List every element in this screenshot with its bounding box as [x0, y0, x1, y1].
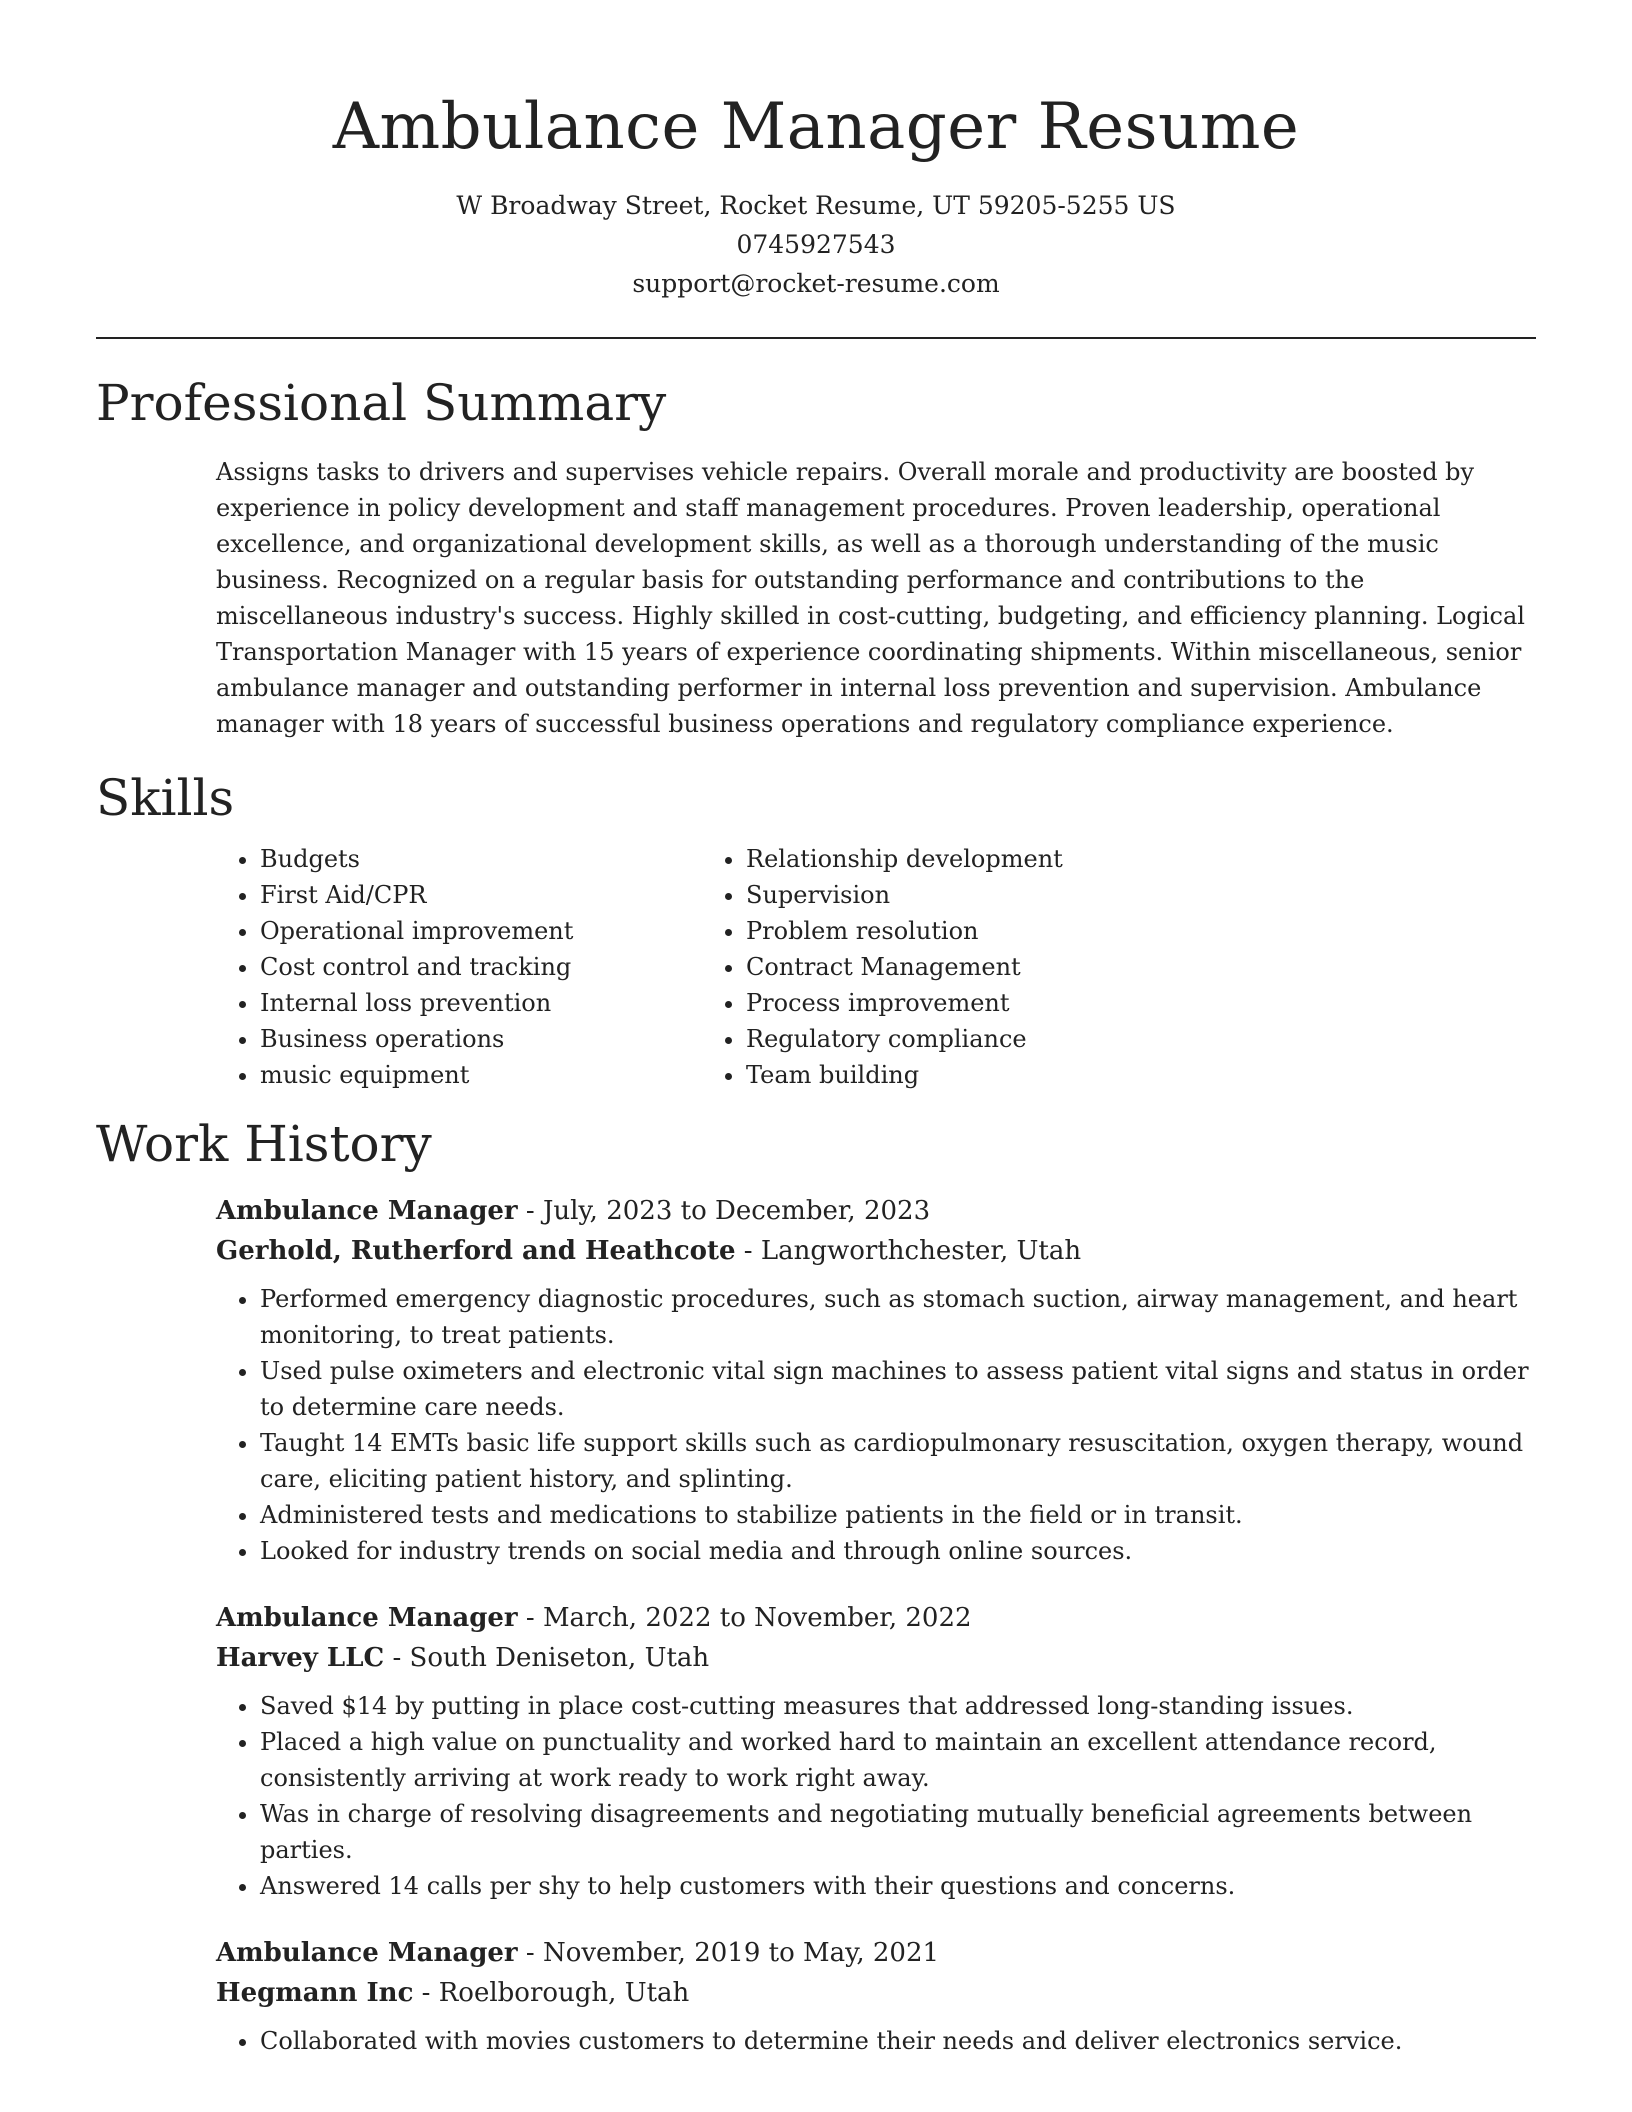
skill-item: • Problem resolution — [746, 913, 1232, 949]
skills-list-left — [96, 841, 746, 1093]
job-bullet: • Collaborated with movies customers to determine their needs and deliver electronics service. — [260, 2023, 1536, 2059]
job-company: Gerhold, Rutherford and Heathcote — [216, 1236, 736, 1266]
skill-item: • Operational improvement — [260, 913, 746, 949]
job-company: Harvey LLC — [216, 1643, 385, 1673]
job-dates: - November, 2019 to May, 2021 — [517, 1938, 940, 1968]
job-company-line — [216, 1638, 1536, 1678]
job-bullet: • Answered 14 calls per shy to help customers with their questions and concerns. — [260, 1868, 1536, 1904]
header-divider — [96, 337, 1536, 339]
skill-item: • Internal loss prevention — [260, 985, 746, 1021]
skill-item: • Budgets — [260, 841, 746, 877]
summary-text: Assigns tasks to drivers and supervises vehicle repairs. Overall morale and productivity are boosted by experience in policy development and staff management procedures. Proven leadership, operational excellence, and organizational development skills, as well as a thorough understanding of the music business. Recognized on a regular basis for outstanding performance and contributions to the miscellaneous industry's success. Highly skilled in cost-cutting, budgeting, and efficiency planning. Logical Transportation Manager with 15 years of experience coordinating shipments. Within miscellaneous, senior ambulance manager and outstanding performer in internal loss prevention and supervision. Ambulance manager with 18 years of successful business operations and regulatory compliance experience. — [216, 458, 1525, 738]
skill-item: • music equipment — [260, 1057, 746, 1093]
skill-item: • Process improvement — [746, 985, 1232, 1021]
skill-item: • Relationship development — [746, 841, 1232, 877]
skill-item: • Regulatory compliance — [746, 1021, 1232, 1057]
job-entry — [216, 1191, 1536, 1569]
job-title-line — [216, 1933, 1536, 1973]
job-bullets — [216, 2023, 1536, 2059]
skill-item: • Team building — [746, 1057, 1232, 1093]
job-location: - Roelborough, Utah — [413, 1978, 690, 2008]
job-bullet: • Was in charge of resolving disagreements and negotiating mutually beneficial agreements between parties. — [260, 1796, 1536, 1868]
skill-item: • Cost control and tracking — [260, 949, 746, 985]
job-dates: - July, 2023 to December, 2023 — [517, 1196, 931, 1226]
job-title-line — [216, 1598, 1536, 1638]
job-company-line — [216, 1231, 1536, 1271]
skill-item: • Contract Management — [746, 949, 1232, 985]
job-bullets — [216, 1688, 1536, 1904]
job-location: - Langworthchester, Utah — [735, 1236, 1082, 1266]
contact-address: W Broadway Street, Rocket Resume, UT 59205-5255 US — [456, 191, 1176, 220]
job-location: - South Deniseton, Utah — [384, 1643, 710, 1673]
job-role: Ambulance Manager — [216, 1196, 518, 1226]
job-role: Ambulance Manager — [216, 1938, 518, 1968]
job-entry — [216, 1598, 1536, 1904]
section-title-summary: Professional Summary — [96, 374, 667, 432]
job-bullet: • Performed emergency diagnostic procedures, such as stomach suction, airway management, and heart monitoring, to treat patients. — [260, 1281, 1536, 1353]
job-bullet: • Taught 14 EMTs basic life support skills such as cardiopulmonary resuscitation, oxygen therapy, wound care, eliciting patient history, and splinting. — [260, 1425, 1536, 1497]
skill-item: • Business operations — [260, 1021, 746, 1057]
contact-email: support@rocket-resume.com — [632, 269, 1000, 298]
job-bullet: • Used pulse oximeters and electronic vital sign machines to assess patient vital signs and status in order to determine care needs. — [260, 1353, 1536, 1425]
section-title-work-history: Work History — [96, 1115, 432, 1173]
skills-list-right — [746, 841, 1232, 1093]
job-bullet: • Looked for industry trends on social media and through online sources. — [260, 1533, 1536, 1569]
job-company: Hegmann Inc — [216, 1978, 414, 2008]
job-title-line — [216, 1191, 1536, 1231]
job-bullet: • Placed a high value on punctuality and worked hard to maintain an excellent attendance record, consistently arriving at work ready to work right away. — [260, 1724, 1536, 1796]
contact-info — [96, 186, 1536, 303]
job-bullets — [216, 1281, 1536, 1569]
skills-grid — [96, 841, 1536, 1093]
job-bullet: • Saved $14 by putting in place cost-cutting measures that addressed long-standing issues. — [260, 1688, 1536, 1724]
resume-title: Ambulance Manager Resume — [332, 90, 1300, 164]
job-dates: - March, 2022 to November, 2022 — [517, 1603, 972, 1633]
job-entry — [216, 1933, 1536, 2059]
job-role: Ambulance Manager — [216, 1603, 518, 1633]
section-title-skills: Skills — [96, 769, 235, 827]
job-bullet: • Administered tests and medications to stabilize patients in the field or in transit. — [260, 1497, 1536, 1533]
contact-phone: 0745927543 — [736, 230, 896, 259]
resume-page — [96, 0, 1536, 2059]
job-company-line — [216, 1973, 1536, 2013]
skill-item: • Supervision — [746, 877, 1232, 913]
skill-item: • First Aid/CPR — [260, 877, 746, 913]
